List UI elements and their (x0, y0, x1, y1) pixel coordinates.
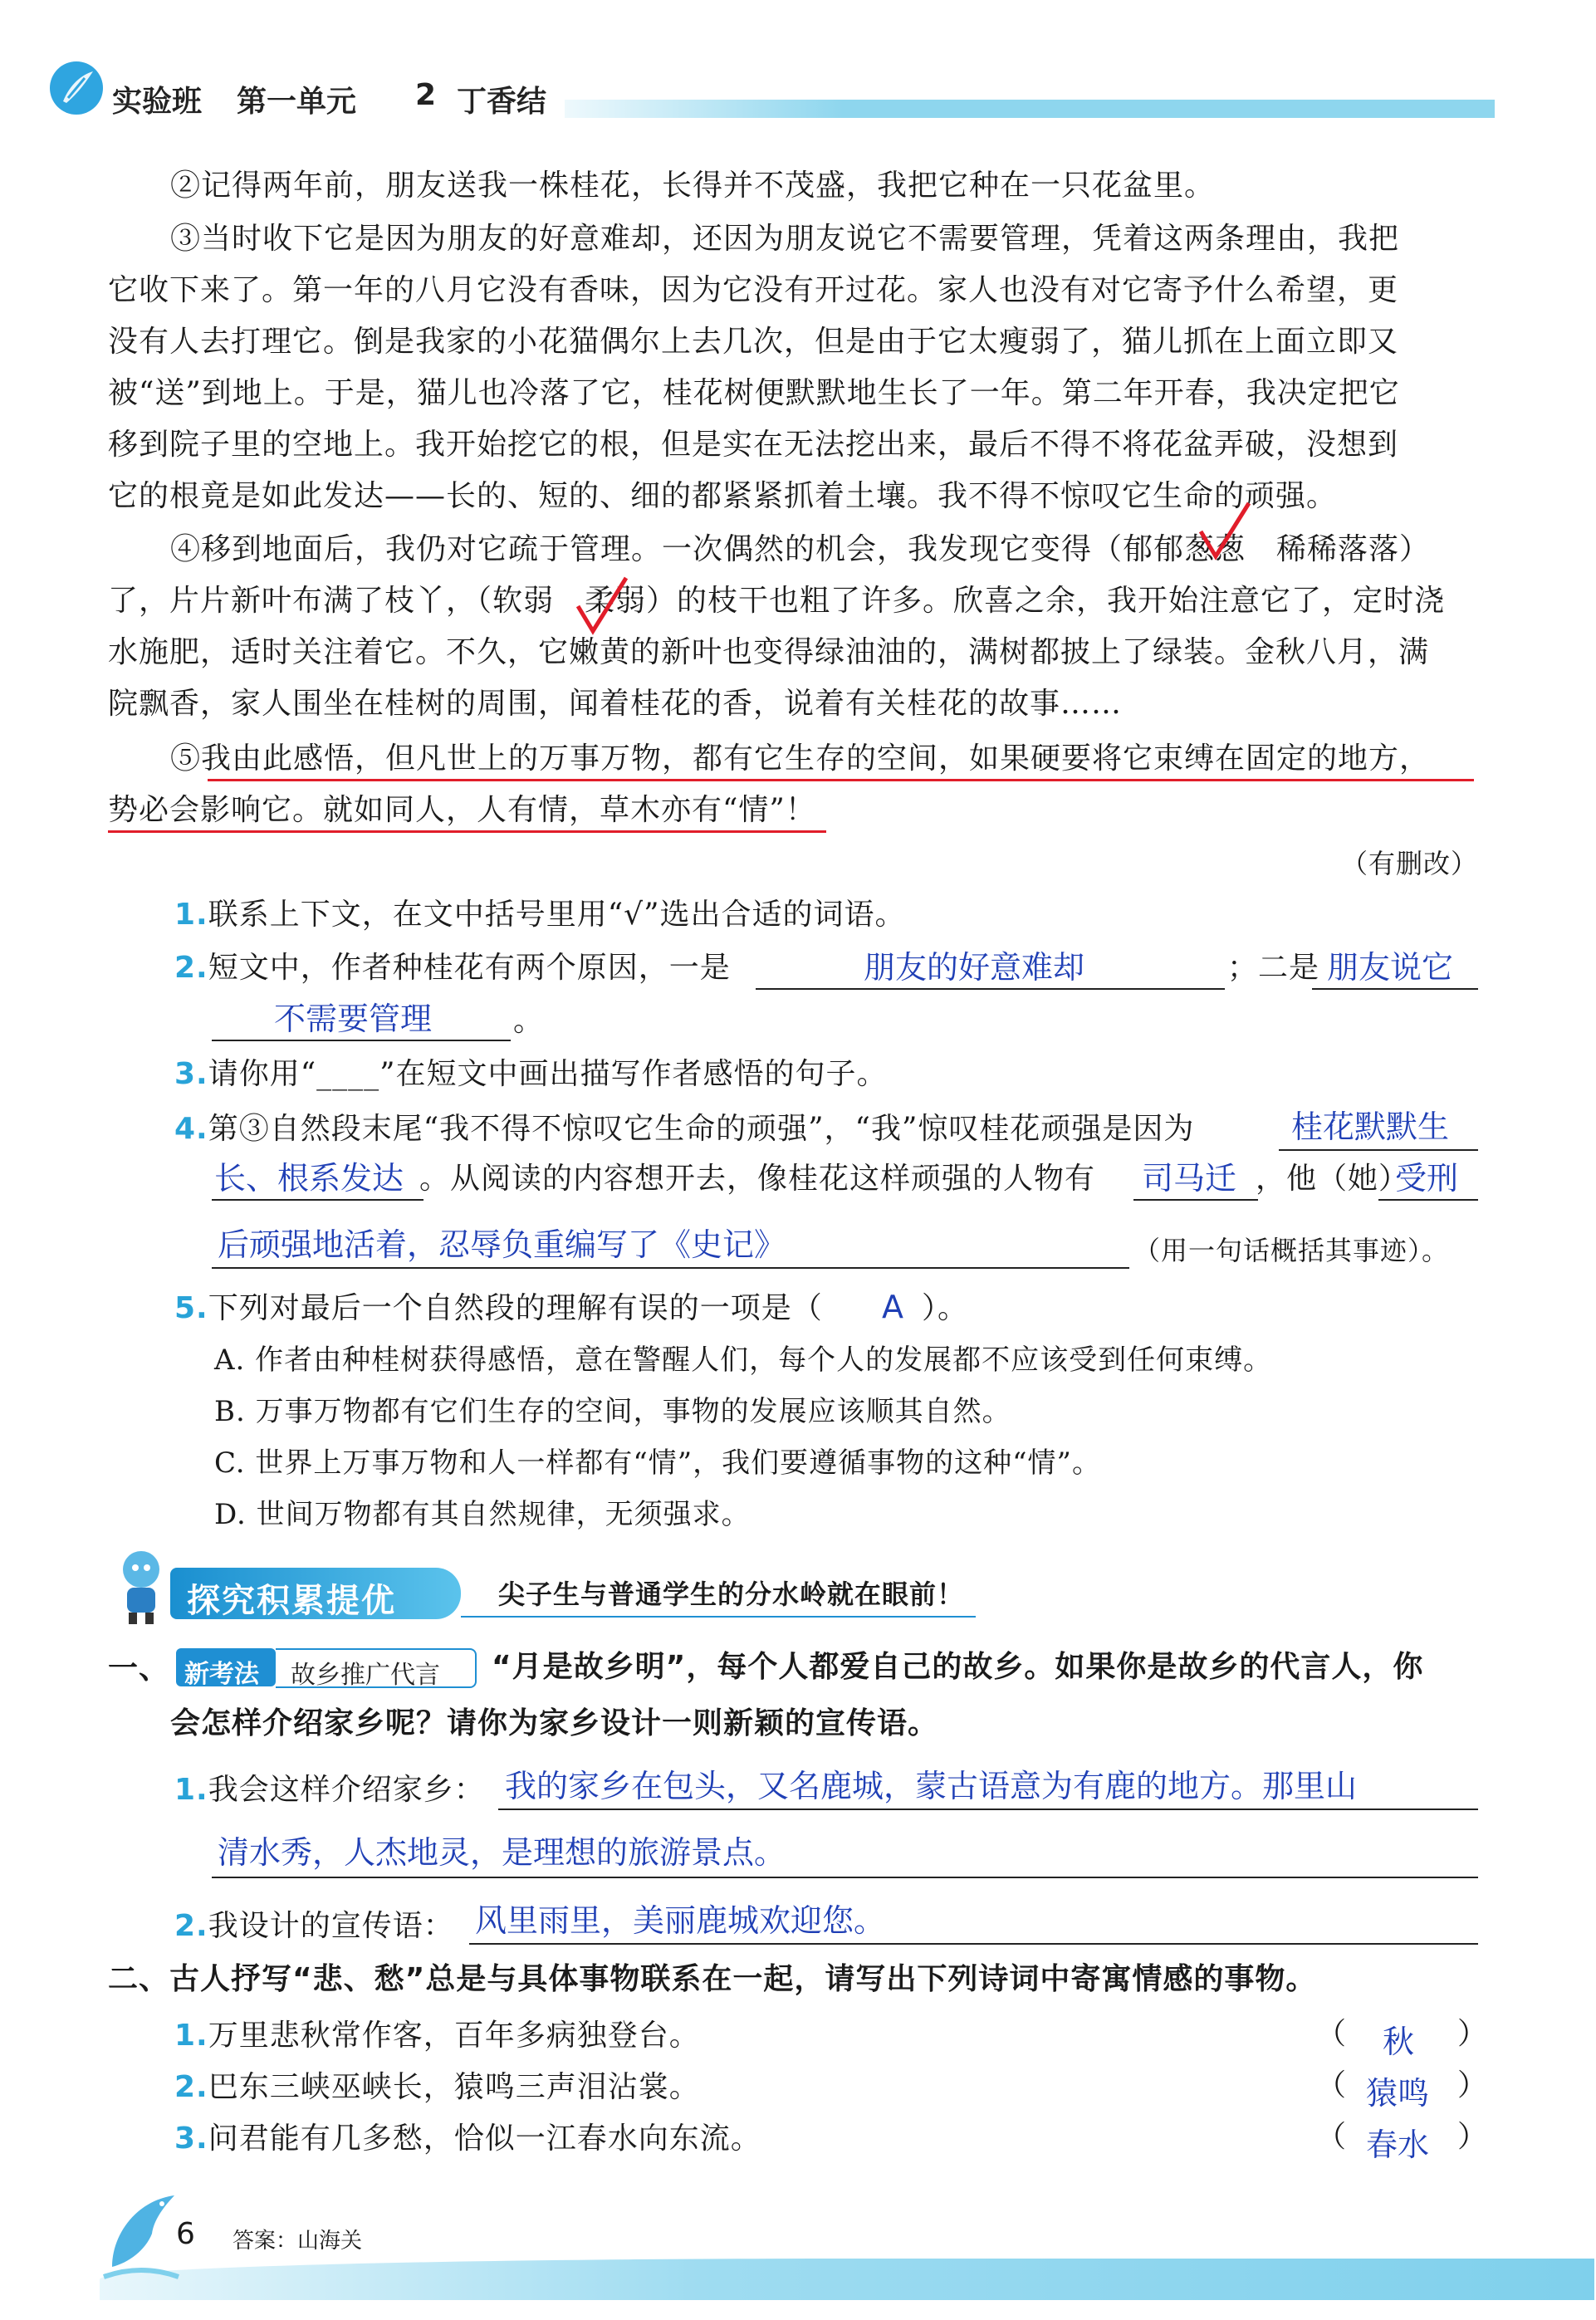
passage-p5-line: ⑤我由此感悟，但凡世上的万事万物，都有它生存的空间，如果硬要将它束缚在固定的地方， (170, 742, 1431, 776)
answer-blank (1133, 1199, 1258, 1201)
question-5: 5.下列对最后一个自然段的理解有误的一项是（ (174, 1291, 823, 1325)
answer-text: 朋友说它 (1327, 949, 1454, 986)
header-lesson-no: 2 (415, 78, 437, 112)
answer-blank (212, 1199, 423, 1201)
passage-p3-line: 被“送”到地上。于是，猫儿也冷落了它，桂花树便默默地生长了一年。第二年开春，我决定把它 (108, 376, 1400, 410)
answer-text: 春水 (1366, 2127, 1430, 2163)
bracket-close: ） (1457, 2017, 1489, 2051)
answer-text: 长、根系发达 (214, 1160, 404, 1197)
header-lesson: 丁香结 (457, 85, 547, 119)
answer-text: 桂花默默生 (1291, 1109, 1450, 1145)
passage-note: （有删改） (1341, 848, 1479, 879)
question-4: 4.第③自然段末尾“我不得不惊叹它生命的顽强”，“我”惊叹桂花顽强是因为 (174, 1112, 1195, 1146)
header-bar (565, 100, 1495, 118)
question-5-close: ）。 (922, 1291, 969, 1325)
poem-item: 1.万里悲秋常作客，百年多病独登台。 (174, 2019, 700, 2053)
check-mark-icon (573, 573, 631, 639)
new-method-tag: 新考法 (176, 1648, 276, 1686)
passage-p3-line: 移到院子里的空地上。我开始挖它的根，但是实在无法挖出来，最后不得不将花盆弄破，没想到 (108, 428, 1399, 462)
passage-p4-line: ④移到地面后，我仍对它疏于管理。一次偶然的机会，我发现它变得（郁郁葱葱 稀稀落落） (170, 532, 1431, 566)
section-banner: 探究积累提优 (170, 1568, 461, 1619)
answer-blank (1312, 988, 1478, 990)
underline-mark (208, 779, 1474, 781)
answer-text: 风里雨里，美丽鹿城欢迎您。 (475, 1902, 886, 1939)
question-4-mid: ，他（她） (1256, 1162, 1410, 1196)
answer-text: 秋 (1383, 2024, 1415, 2060)
question-4-mid: 。从阅读的内容想开去，像桂花这样顽强的人物有 (419, 1162, 1096, 1196)
bracket-open: （ (1316, 2068, 1348, 2102)
bracket-close: ） (1457, 2120, 1489, 2154)
section-slogan: 尖子生与普通学生的分水岭就在眼前！ (498, 1578, 965, 1610)
question-1: 1.联系上下文，在文中括号里用“√”选出合适的词语。 (174, 898, 906, 932)
mascot-icon (104, 1544, 179, 1627)
part-1-item-2: 2.我设计的宣传语： (174, 1909, 454, 1943)
passage-p4-line: 院飘香，家人围坐在桂树的周围，闻着桂花的香，说着有关桂花的故事…… (108, 687, 1123, 721)
part-2-text: 二、古人抒写“悲、愁”总是与具体事物联系在一起，请写出下列诗词中寄寓情感的事物。 (108, 1962, 1317, 1996)
underline-mark (108, 830, 826, 833)
option-item: B. 万事万物都有它们生存的空间，事物的发展应该顺其自然。 (214, 1395, 1011, 1428)
answer-blank (212, 1040, 511, 1041)
answer-text: 清水秀，人杰地灵，是理想的旅游景点。 (218, 1834, 786, 1871)
passage-p4-line: 了，片片新叶布满了枝丫，（软弱 柔弱）的枝干也粗了许多。欣喜之余，我开始注意它了，定时浇 (108, 584, 1446, 618)
answer-blank (1279, 1149, 1478, 1151)
option-item: C. 世界上万事万物和人一样都有“情”，我们要遵循事物的这种“情”。 (214, 1446, 1101, 1480)
question-2-mid: ；二是 (1227, 951, 1320, 985)
option-item: D. 世间万物都有其自然规律，无须强求。 (214, 1498, 751, 1531)
answer-text: 后顽强地活着，忍辱负重编写了《史记》 (218, 1226, 786, 1263)
answer-blank (212, 1877, 1478, 1878)
answer-text: 我的家乡在包头，又名鹿城，蒙古语意为有鹿的地方。那里山 (505, 1768, 1358, 1804)
part-1-item-1: 1.我会这样介绍家乡： (174, 1773, 485, 1807)
part-1-text: “月是故乡明”，每个人都爱自己的故乡。如果你是故乡的代言人，你 (492, 1650, 1424, 1684)
bracket-open: （ (1316, 2120, 1348, 2154)
part-1-num: 一、 (108, 1652, 170, 1686)
answer-label: 答案：山海关 (233, 2229, 363, 2254)
answer-blank (756, 988, 1225, 990)
question-3: 3.请你用“____”在短文中画出描写作者感悟的句子。 (174, 1057, 888, 1091)
passage-p3-line: 它收下来了。第一年的八月它没有香味，因为它没有开过花。家人也没有对它寄予什么希望，更 (108, 273, 1399, 307)
poem-item: 2.巴东三峡巫峡长，猿鸣三声泪沾裳。 (174, 2070, 700, 2104)
bracket-close: ） (1457, 2068, 1489, 2102)
part-1-text: 会怎样介绍家乡呢？请你为家乡设计一则新颖的宣传语。 (170, 1706, 939, 1740)
dolphin-icon (95, 2184, 187, 2283)
topic-tag: 故乡推广代言 (276, 1648, 477, 1688)
answer-text: 受刑 (1395, 1160, 1459, 1197)
passage-p3-line: 它的根竟是如此发达——长的、短的、细的都紧紧抓着土壤。我不得不惊叹它生命的顽强。 (108, 479, 1338, 513)
passage-p5-line: 势必会影响它。就如同人，人有情，草木亦有“情”！ (108, 793, 816, 827)
answer-text: 朋友的好意难却 (864, 949, 1085, 986)
answer-blank (498, 1809, 1478, 1810)
answer-blank (1378, 1199, 1478, 1201)
question-4-note: （用一句话概括其事迹）。 (1133, 1235, 1450, 1266)
poem-item: 3.问君能有几多愁，恰似一江春水向东流。 (174, 2122, 761, 2156)
answer-text: A (882, 1289, 903, 1325)
page-number: 6 (176, 2217, 195, 2251)
answer-blank (469, 1943, 1478, 1945)
option-item: A. 作者由种桂树获得感悟，意在警醒人们，每个人的发展都不应该受到任何束缚。 (214, 1344, 1273, 1377)
question-2-end: 。 (513, 1004, 545, 1038)
footer-wave (100, 2259, 1594, 2300)
answer-text: 司马迁 (1142, 1160, 1237, 1197)
answer-blank (212, 1267, 1129, 1269)
slogan-underline (461, 1616, 976, 1618)
bracket-open: （ (1316, 2017, 1348, 2051)
question-2: 2.短文中，作者种桂花有两个原因，一是 (174, 951, 731, 985)
header-unit: 第一单元 (237, 85, 357, 119)
header-series: 实验班 (112, 85, 203, 119)
feather-logo-icon (48, 60, 105, 116)
passage-p2: ②记得两年前，朋友送我一株桂花，长得并不茂盛，我把它种在一只花盆里。 (170, 169, 1216, 203)
passage-p3-line: ③当时收下它是因为朋友的好意难却，还因为朋友说它不需要管理，凭着这两条理由，我把 (170, 222, 1400, 256)
answer-text: 猿鸣 (1366, 2075, 1430, 2112)
answer-text: 不需要管理 (274, 1001, 433, 1037)
check-mark-icon (1196, 498, 1254, 565)
passage-p4-line: 水施肥，适时关注着它。不久，它嫩黄的新叶也变得绿油油的，满树都披上了绿装。金秋八月，满 (108, 635, 1430, 669)
passage-p3-line: 没有人去打理它。倒是我家的小花猫偶尔上去几次，但是由于它太瘦弱了，猫儿抓在上面立即又 (108, 325, 1399, 359)
